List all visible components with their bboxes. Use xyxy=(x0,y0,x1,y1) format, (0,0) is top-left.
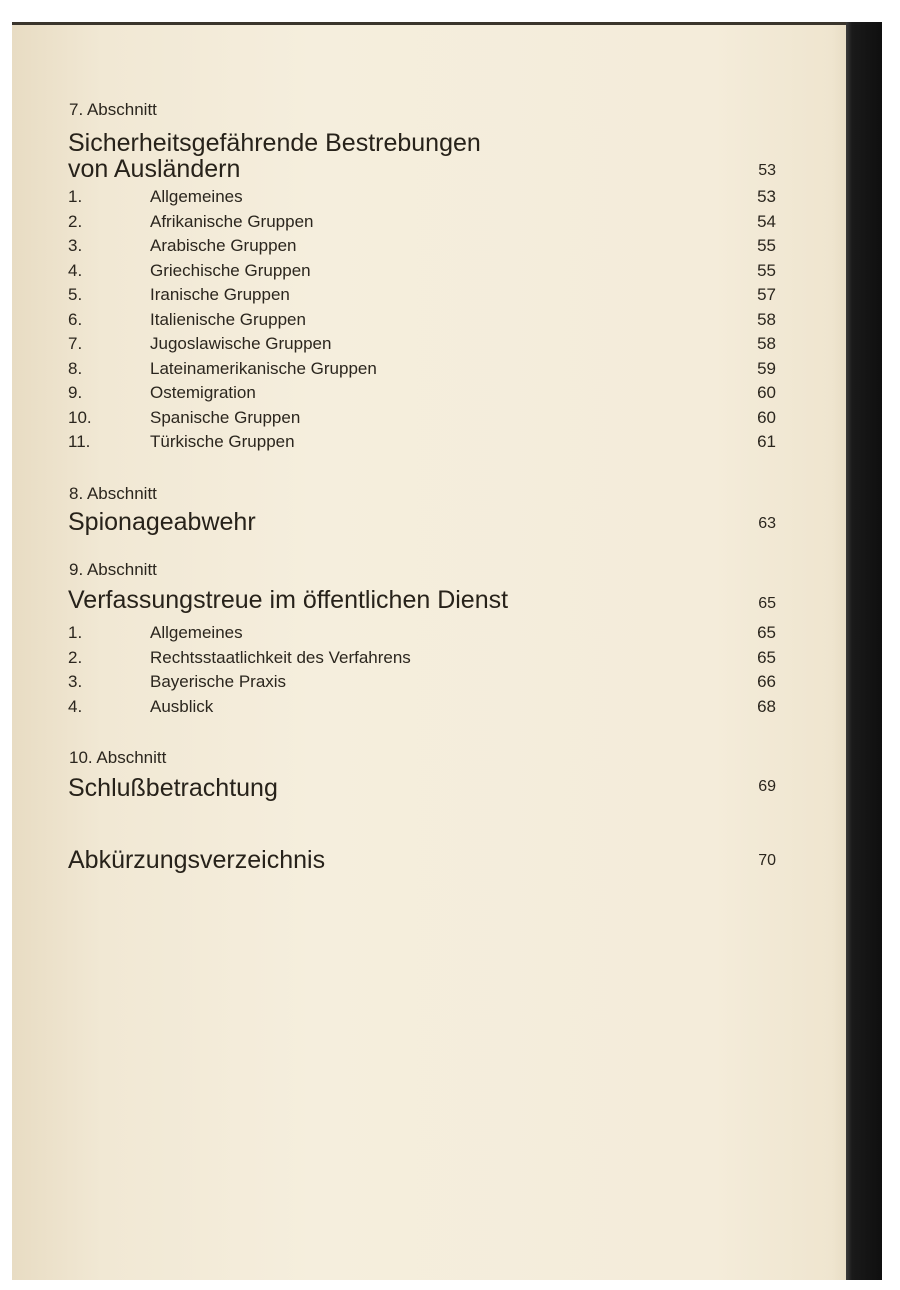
entry-label: Spanische Gruppen xyxy=(150,408,301,427)
entry-page: 55 xyxy=(757,236,776,255)
entry-number: 7. xyxy=(68,334,83,353)
entry-label: Griechische Gruppen xyxy=(150,261,311,280)
entry-label: Lateinamerikanische Gruppen xyxy=(150,359,377,378)
entry-page: 68 xyxy=(757,697,776,716)
entry-label: Italienische Gruppen xyxy=(150,310,306,329)
toc-entry xyxy=(68,261,776,285)
toc-entry xyxy=(68,432,776,456)
section-9-label: 9. Abschnitt xyxy=(69,560,157,579)
toc-entry xyxy=(68,310,776,334)
toc-entry xyxy=(68,212,776,236)
entry-number: 4. xyxy=(68,697,83,716)
table-of-contents xyxy=(12,22,846,1280)
toc-entry xyxy=(68,672,776,696)
section-8-page: 63 xyxy=(758,515,776,532)
toc-entry xyxy=(68,623,776,647)
entry-number: 11. xyxy=(68,432,91,451)
entry-label: Allgemeines xyxy=(150,623,243,642)
entry-number: 2. xyxy=(68,212,83,231)
entry-label: Jugoslawische Gruppen xyxy=(150,334,332,353)
abbreviations-page: 70 xyxy=(758,852,776,869)
entry-page: 55 xyxy=(757,261,776,280)
entry-page: 66 xyxy=(757,672,776,691)
entry-label: Allgemeines xyxy=(150,187,243,206)
entry-page: 61 xyxy=(757,432,776,451)
section-10-title: Schlußbetrachtung xyxy=(68,774,278,802)
entry-number: 8. xyxy=(68,359,83,378)
toc-entry xyxy=(68,408,776,432)
section-7-title-line-1: Sicherheitsgefährende Bestrebungen xyxy=(68,129,481,157)
section-8-label: 8. Abschnitt xyxy=(69,484,157,503)
entry-label: Rechtsstaatlichkeit des Verfahrens xyxy=(150,648,411,667)
entry-page: 60 xyxy=(757,383,776,402)
entry-number: 1. xyxy=(68,623,83,642)
section-7-title-line-2: von Ausländern xyxy=(68,155,241,183)
section-10-page: 69 xyxy=(758,778,776,795)
entry-page: 59 xyxy=(757,359,776,378)
entry-label: Arabische Gruppen xyxy=(150,236,297,255)
entry-page: 54 xyxy=(757,212,776,231)
toc-entry xyxy=(68,697,776,721)
entry-number: 10. xyxy=(68,408,92,427)
entry-page: 65 xyxy=(757,623,776,642)
entry-number: 2. xyxy=(68,648,83,667)
book-spine-shadow xyxy=(846,22,882,1280)
toc-entry xyxy=(68,383,776,407)
entry-page: 58 xyxy=(757,334,776,353)
toc-entry xyxy=(68,285,776,309)
entry-label: Türkische Gruppen xyxy=(150,432,295,451)
entry-page: 57 xyxy=(757,285,776,304)
entry-page: 58 xyxy=(757,310,776,329)
entry-number: 3. xyxy=(68,672,83,691)
abbreviations-title: Abkürzungsverzeichnis xyxy=(68,846,326,874)
toc-entry xyxy=(68,648,776,672)
section-9-page: 65 xyxy=(758,595,776,612)
entry-label: Afrikanische Gruppen xyxy=(150,212,314,231)
entry-number: 5. xyxy=(68,285,83,304)
entry-page: 60 xyxy=(757,408,776,427)
entry-number: 9. xyxy=(68,383,83,402)
scanned-page xyxy=(12,22,882,1280)
toc-entry xyxy=(68,334,776,358)
entry-number: 4. xyxy=(68,261,83,280)
entry-number: 1. xyxy=(68,187,83,206)
toc-entry xyxy=(68,359,776,383)
entry-number: 6. xyxy=(68,310,83,329)
entry-label: Ausblick xyxy=(150,697,214,716)
section-9-title: Verfassungstreue im öffentlichen Dienst xyxy=(68,586,509,614)
section-7-label: 7. Abschnitt xyxy=(69,100,157,119)
entry-label: Bayerische Praxis xyxy=(150,672,287,691)
toc-entry xyxy=(68,236,776,260)
entry-label: Iranische Gruppen xyxy=(150,285,290,304)
section-10-label: 10. Abschnitt xyxy=(69,748,167,767)
toc-entry xyxy=(68,187,776,211)
section-7-page: 53 xyxy=(758,162,776,179)
section-8-title: Spionageabwehr xyxy=(68,508,256,536)
entry-label: Ostemigration xyxy=(150,383,256,402)
entry-number: 3. xyxy=(68,236,83,255)
entry-page: 65 xyxy=(757,648,776,667)
entry-page: 53 xyxy=(757,187,776,206)
